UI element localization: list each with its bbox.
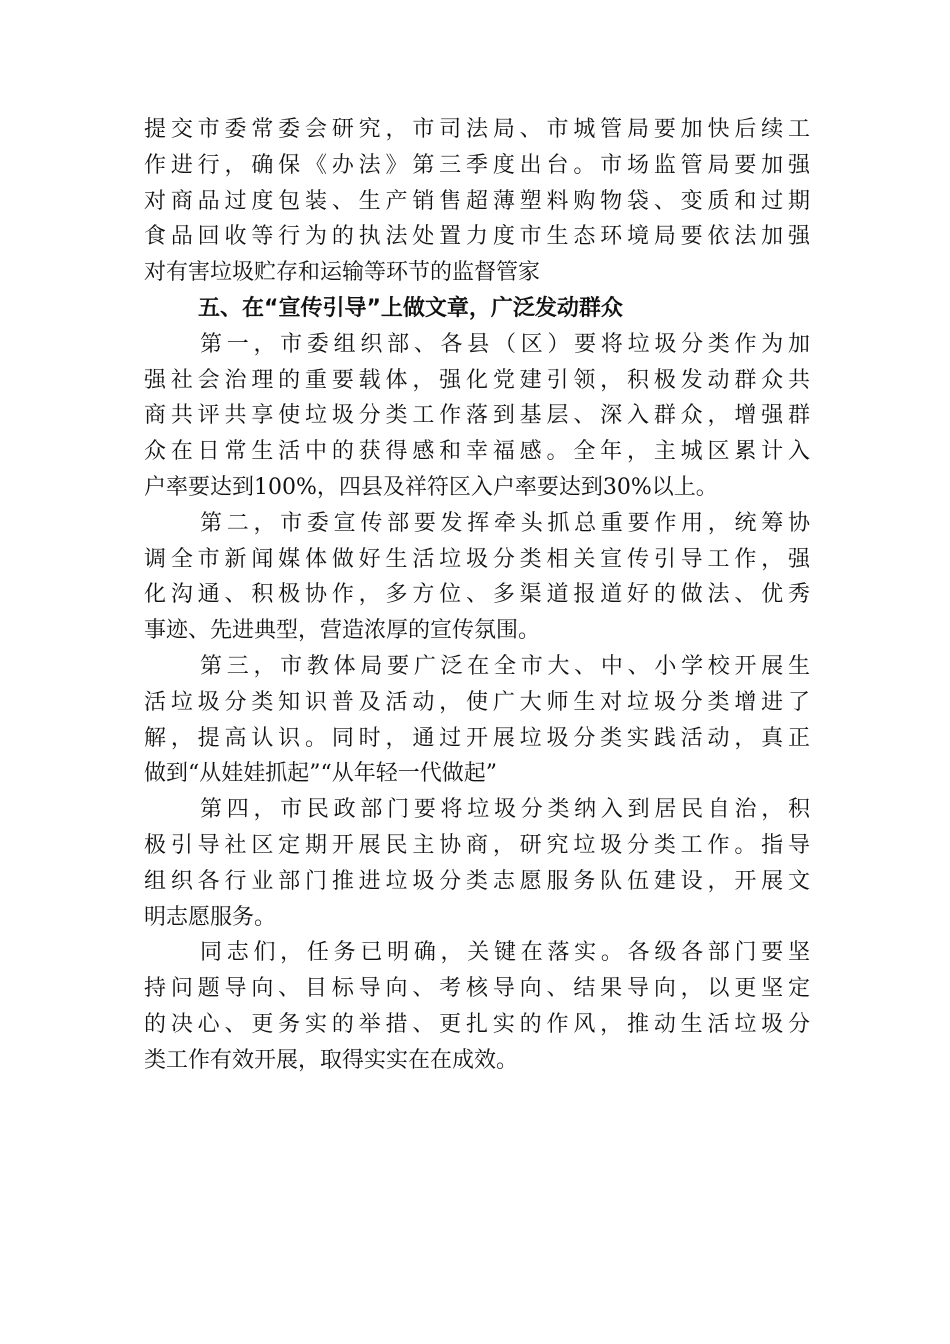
text-line: 极引导社区定期开展民主协商，研究垃圾分类工作。指导	[144, 832, 810, 858]
text-line: 解，提高认识。同时，通过开展垃圾分类实践活动，真正	[144, 725, 810, 751]
text-line: 事迹、先进典型，营造浓厚的宣传氛围。	[144, 618, 541, 644]
text-line: 作进行，确保《办法》第三季度出台。市场监管局要加强	[144, 152, 810, 178]
text-line: 调全市新闻媒体做好生活垃圾分类相关宣传引导工作，强	[144, 546, 810, 572]
text-line: 提交市委常委会研究，市司法局、市城管局要加快后续工	[144, 117, 810, 142]
text-line: 明志愿服务。	[144, 904, 277, 930]
document-body	[144, 112, 810, 1079]
text-line: 组织各行业部门推进垃圾分类志愿服务队伍建设，开展文	[144, 868, 810, 894]
text-line: 食品回收等行为的执法处置力度市生态环境局要依法加强	[144, 224, 810, 250]
text-line: 户率要达到100%，四县及祥符区入户率要达到30%以上。	[144, 474, 718, 500]
text-line: 持问题导向、目标导向、考核导向、结果导向，以更坚定	[144, 976, 810, 1002]
text-line: 第二，市委宣传部要发挥牵头抓总重要作用，统筹协	[200, 510, 810, 536]
paragraph-fourth	[144, 792, 810, 935]
text-line: 类工作有效开展，取得实实在在成效。	[144, 1047, 519, 1073]
text-line: 同志们，任务已明确，关键在落实。各级各部门要坚	[200, 940, 810, 966]
text-line: 商共评共享使垃圾分类工作落到基层、深入群众，增强群	[144, 403, 810, 429]
text-line: 强社会治理的重要载体，强化党建引领，积极发动群众共	[144, 367, 810, 393]
text-line: 化沟通、积极协作，多方位、多渠道报道好的做法、优秀	[144, 582, 810, 608]
paragraph-closing	[144, 935, 810, 1078]
paragraph-continued	[144, 112, 810, 291]
text-line: 对商品过度包装、生产销售超薄塑料购物袋、变质和过期	[144, 188, 810, 214]
text-line: 的决心、更务实的举措、更扎实的作风，推动生活垃圾分	[144, 1011, 810, 1037]
text-line: 第三，市教体局要广泛在全市大、中、小学校开展生	[200, 653, 810, 679]
paragraph-first	[144, 327, 810, 506]
paragraph-second	[144, 506, 810, 649]
section-heading: 五、在“宣传引导”上做文章，广泛发动群众	[198, 295, 623, 321]
paragraph-third	[144, 649, 810, 792]
text-line: 众在日常生活中的获得感和幸福感。全年，主城区累计入	[144, 439, 810, 465]
text-line: 第一，市委组织部、各县（区）要将垃圾分类作为加	[200, 331, 810, 357]
text-line: 对有害垃圾贮存和运输等环节的监督管家	[144, 260, 541, 286]
text-line: 第四，市民政部门要将垃圾分类纳入到居民自治，积	[200, 797, 810, 823]
text-line: 做到“从娃娃抓起”“从年轻一代做起”	[144, 761, 497, 787]
text-line: 活垃圾分类知识普及活动，使广大师生对垃圾分类增进了	[144, 689, 810, 715]
